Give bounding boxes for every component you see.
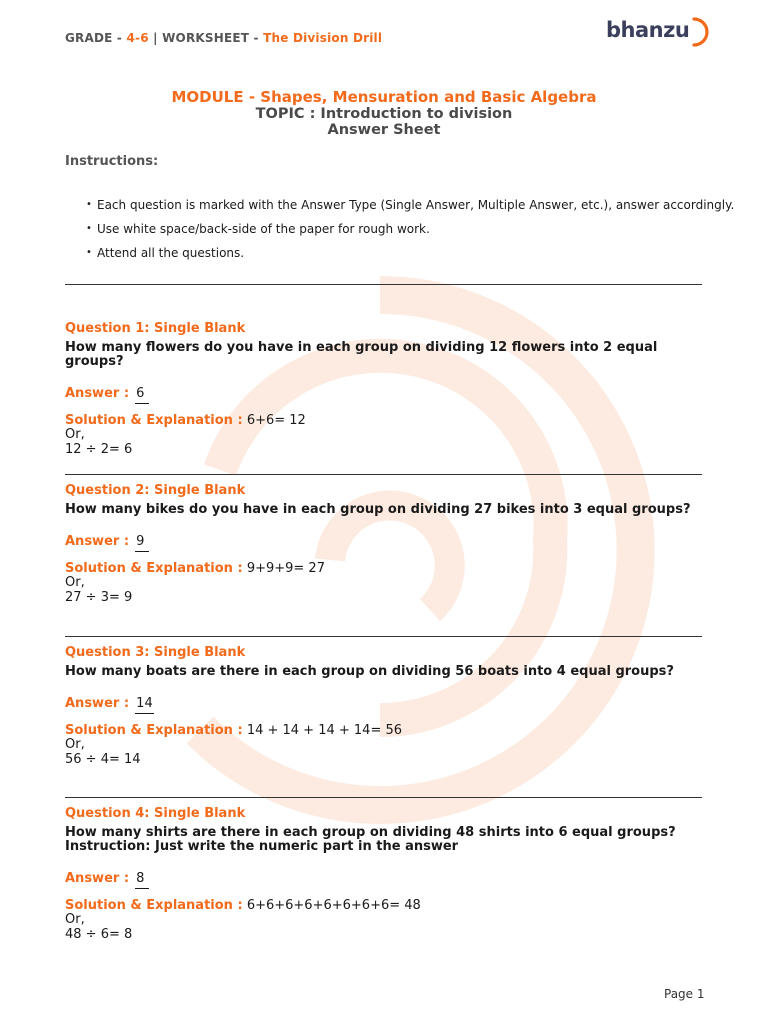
answer-value: 8 (135, 871, 149, 889)
solution-label: Solution & Explanation : (65, 723, 243, 738)
division-text: 12 ÷ 2= 6 (65, 442, 133, 457)
instructions-heading: Instructions: (65, 154, 159, 169)
or-text: Or, (65, 575, 85, 590)
solution-block (65, 562, 705, 605)
question-label: Question 3: Single Blank (65, 645, 246, 660)
question-instruction: Instruction: Just write the numeric part in the answer (65, 839, 459, 854)
question-text: How many boats are there in each group on dividing 56 boats into 4 equal groups? (65, 664, 674, 679)
question-block-4 (65, 806, 705, 942)
topic-title: TOPIC : Introduction to division (255, 106, 513, 122)
divider (65, 636, 702, 637)
brand-swoosh-icon (690, 16, 710, 48)
instruction-item: • Use white space/back-side of the paper for rough work. (86, 217, 734, 241)
question-label: Question 2: Single Blank (65, 483, 246, 498)
instruction-item: • Attend all the questions. (86, 241, 734, 265)
answer-row (65, 871, 705, 889)
answer-row (65, 696, 705, 714)
page-number: Page 1 (664, 987, 705, 1001)
or-text: Or, (65, 427, 85, 442)
answer-label: Answer : (65, 386, 130, 401)
or-text: Or, (65, 737, 85, 752)
solution-label: Solution & Explanation : (65, 413, 243, 428)
answer-row (65, 534, 705, 552)
solution-label: Solution & Explanation : (65, 561, 243, 576)
worksheet-prefix: | WORKSHEET - (148, 31, 264, 45)
answer-label: Answer : (65, 871, 130, 886)
question-block-2 (65, 483, 705, 605)
solution-label: Solution & Explanation : (65, 898, 243, 913)
worksheet-header (65, 31, 382, 45)
divider (65, 474, 702, 475)
answer-row (65, 386, 705, 404)
answer-value: 9 (135, 534, 149, 552)
question-text: How many flowers do you have in each group on dividing 12 flowers into 2 equal groups? (65, 340, 658, 369)
answer-value: 14 (135, 696, 154, 714)
solution-block (65, 899, 705, 942)
title-block (0, 88, 768, 138)
solution-text: 6+6= 12 (246, 413, 306, 428)
solution-block (65, 724, 705, 767)
sheet-title: Answer Sheet (327, 122, 441, 138)
question-label: Question 1: Single Blank (65, 321, 246, 336)
worksheet-title: The Division Drill (263, 31, 383, 45)
divider (65, 284, 702, 285)
solution-text: 14 + 14 + 14 + 14= 56 (246, 723, 403, 738)
grade-prefix: GRADE - (65, 31, 127, 45)
or-text: Or, (65, 912, 85, 927)
question-text: How many bikes do you have in each group on dividing 27 bikes into 3 equal groups? (65, 502, 691, 517)
question-block-3 (65, 645, 705, 767)
question-label: Question 4: Single Blank (65, 806, 246, 821)
solution-text: 9+9+9= 27 (246, 561, 325, 576)
solution-block (65, 414, 705, 457)
question-block-1 (65, 321, 705, 457)
solution-text: 6+6+6+6+6+6+6+6= 48 (246, 898, 421, 913)
division-text: 48 ÷ 6= 8 (65, 927, 133, 942)
brand-name: bhanzu (606, 18, 690, 42)
brand-logo (606, 14, 716, 50)
instruction-item: • Each question is marked with the Answer Type (Single Answer, Multiple Answer, etc.), answer accordingly. (86, 193, 734, 217)
division-text: 56 ÷ 4= 14 (65, 752, 141, 767)
answer-label: Answer : (65, 696, 130, 711)
question-text: How many shirts are there in each group on dividing 48 shirts into 6 equal groups? (65, 825, 676, 840)
instructions-list (86, 193, 734, 265)
answer-label: Answer : (65, 534, 130, 549)
answer-value: 6 (135, 386, 149, 404)
divider (65, 797, 702, 798)
grade-value: 4-6 (126, 31, 149, 45)
division-text: 27 ÷ 3= 9 (65, 590, 133, 605)
module-title: MODULE - Shapes, Mensuration and Basic Algebra (171, 88, 597, 106)
